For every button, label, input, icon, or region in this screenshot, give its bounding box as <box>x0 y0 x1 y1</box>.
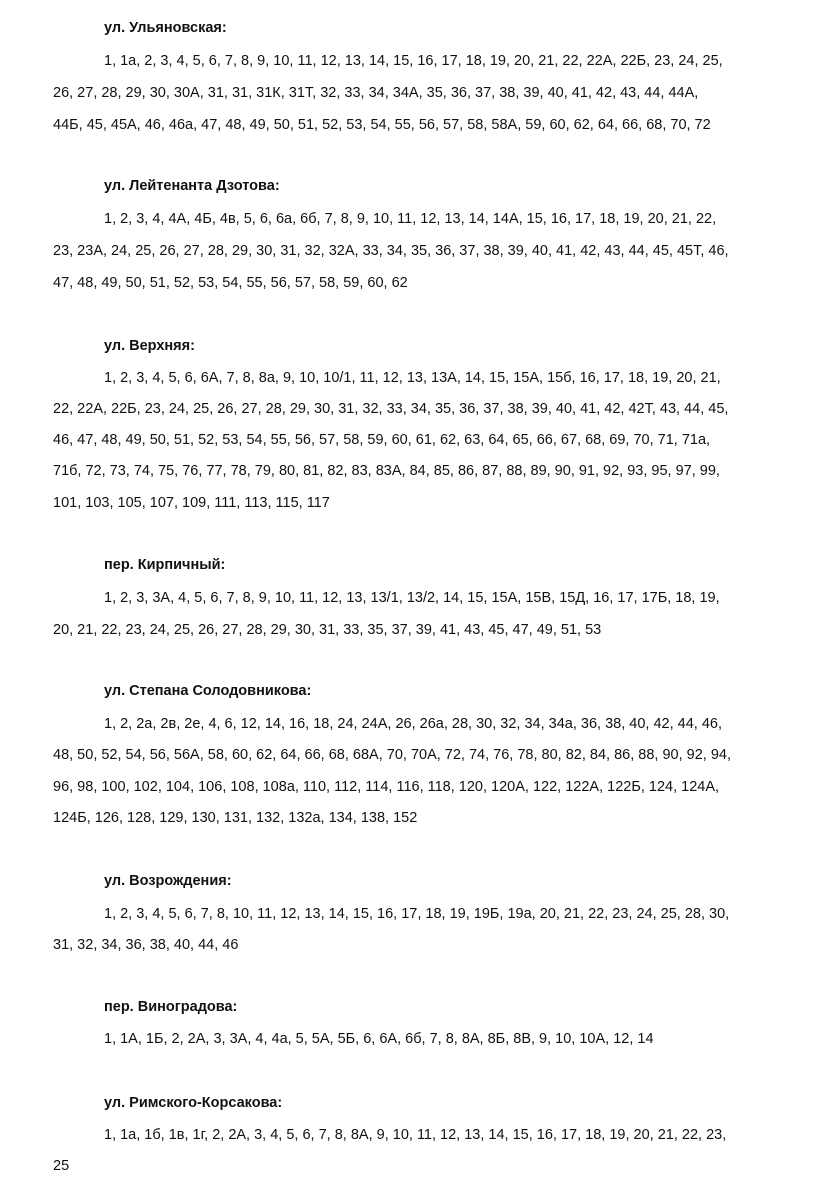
street-name: пер. Кирпичный: <box>104 557 226 573</box>
page-number: 25 <box>53 1158 70 1174</box>
street-name: ул. Степана Солодовникова: <box>104 683 312 699</box>
house-numbers-line: 101, 103, 105, 107, 109, 111, 113, 115, 117 <box>53 495 330 511</box>
house-numbers-line: 1, 1а, 1б, 1в, 1г, 2, 2А, 3, 4, 5, 6, 7, 8, 8А, 9, 10, 11, 12, 13, 14, 15, 16, 17, 18, 19, 20, 21, 22, 23, <box>104 1127 727 1143</box>
street-name: ул. Римского-Корсакова: <box>104 1095 283 1111</box>
house-numbers-line: 1, 2, 2а, 2в, 2е, 4, 6, 12, 14, 16, 18, 24, 24А, 26, 26а, 28, 30, 32, 34, 34а, 36, 38, 40, 42, 44, 46, <box>104 716 722 732</box>
house-numbers-line: 44Б, 45, 45А, 46, 46а, 47, 48, 49, 50, 51, 52, 53, 54, 55, 56, 57, 58, 58А, 59, 60, 62, 64, 66, 68, 70, 72 <box>53 117 711 133</box>
house-numbers-line: 31, 32, 34, 36, 38, 40, 44, 46 <box>53 937 239 953</box>
street-name: пер. Виноградова: <box>104 999 238 1015</box>
street-name: ул. Возрождения: <box>104 873 232 889</box>
house-numbers-line: 22, 22А, 22Б, 23, 24, 25, 26, 27, 28, 29, 30, 31, 32, 33, 34, 35, 36, 37, 38, 39, 40, 41, 42, 42Т, 43, 44, 45, <box>53 401 729 417</box>
street-name: ул. Ульяновская: <box>104 20 227 36</box>
house-numbers-line: 71б, 72, 73, 74, 75, 76, 77, 78, 79, 80, 81, 82, 83, 83А, 84, 85, 86, 87, 88, 89, 90, 91, 92, 93, 95, 97, 99, <box>53 463 720 479</box>
house-numbers-line: 1, 2, 3, 4, 4А, 4Б, 4в, 5, 6, 6а, 6б, 7, 8, 9, 10, 11, 12, 13, 14, 14А, 15, 16, 17, 18, 19, 20, 21, 22, <box>104 211 717 227</box>
house-numbers-line: 20, 21, 22, 23, 24, 25, 26, 27, 28, 29, 30, 31, 33, 35, 37, 39, 41, 43, 45, 47, 49, 51, 53 <box>53 622 602 638</box>
house-numbers-line: 96, 98, 100, 102, 104, 106, 108, 108а, 110, 112, 114, 116, 118, 120, 120А, 122, 122А, 122Б, 124, 124А, <box>53 779 720 795</box>
house-numbers-line: 48, 50, 52, 54, 56, 56А, 58, 60, 62, 64, 66, 68, 68А, 70, 70А, 72, 74, 76, 78, 80, 82, 84, 86, 88, 90, 92, 94, <box>53 747 731 763</box>
house-numbers-line: 47, 48, 49, 50, 51, 52, 53, 54, 55, 56, 57, 58, 59, 60, 62 <box>53 275 408 291</box>
house-numbers-line: 124Б, 126, 128, 129, 130, 131, 132, 132а, 134, 138, 152 <box>53 810 418 826</box>
house-numbers-line: 1, 1а, 2, 3, 4, 5, 6, 7, 8, 9, 10, 11, 12, 13, 14, 15, 16, 17, 18, 19, 20, 21, 22, 22А, 22Б, 23, 24, 25, <box>104 53 723 69</box>
house-numbers-line: 46, 47, 48, 49, 50, 51, 52, 53, 54, 55, 56, 57, 58, 59, 60, 61, 62, 63, 64, 65, 66, 67, 68, 69, 70, 71, 71а, <box>53 432 711 448</box>
house-numbers-line: 1, 2, 3, 4, 5, 6, 7, 8, 10, 11, 12, 13, 14, 15, 16, 17, 18, 19, 19Б, 19а, 20, 21, 22, 23, 24, 25, 28, 30, <box>104 906 730 922</box>
house-numbers-line: 1, 2, 3, 3А, 4, 5, 6, 7, 8, 9, 10, 11, 12, 13, 13/1, 13/2, 14, 15, 15А, 15В, 15Д, 16, 17, 17Б, 18, 19, <box>104 590 720 606</box>
house-numbers-line: 1, 1А, 1Б, 2, 2А, 3, 3А, 4, 4а, 5, 5А, 5Б, 6, 6А, 6б, 7, 8, 8А, 8Б, 8В, 9, 10, 10А, 12, 14 <box>104 1031 654 1047</box>
street-name: ул. Верхняя: <box>104 338 195 354</box>
house-numbers-line: 23, 23А, 24, 25, 26, 27, 28, 29, 30, 31, 32, 32А, 33, 34, 35, 36, 37, 38, 39, 40, 41, 42, 43, 44, 45, 45Т, 46, <box>53 243 729 259</box>
street-name: ул. Лейтенанта Дзотова: <box>104 178 280 194</box>
house-numbers-line: 1, 2, 3, 4, 5, 6, 6А, 7, 8, 8а, 9, 10, 10/1, 11, 12, 13, 13А, 14, 15, 15А, 15б, 16, 17, 18, 19, 20, 21, <box>104 370 721 386</box>
house-numbers-line: 26, 27, 28, 29, 30, 30А, 31, 31, 31К, 31Т, 32, 33, 34, 34А, 35, 36, 37, 38, 39, 40, 41, 42, 43, 44, 44А, <box>53 85 699 101</box>
